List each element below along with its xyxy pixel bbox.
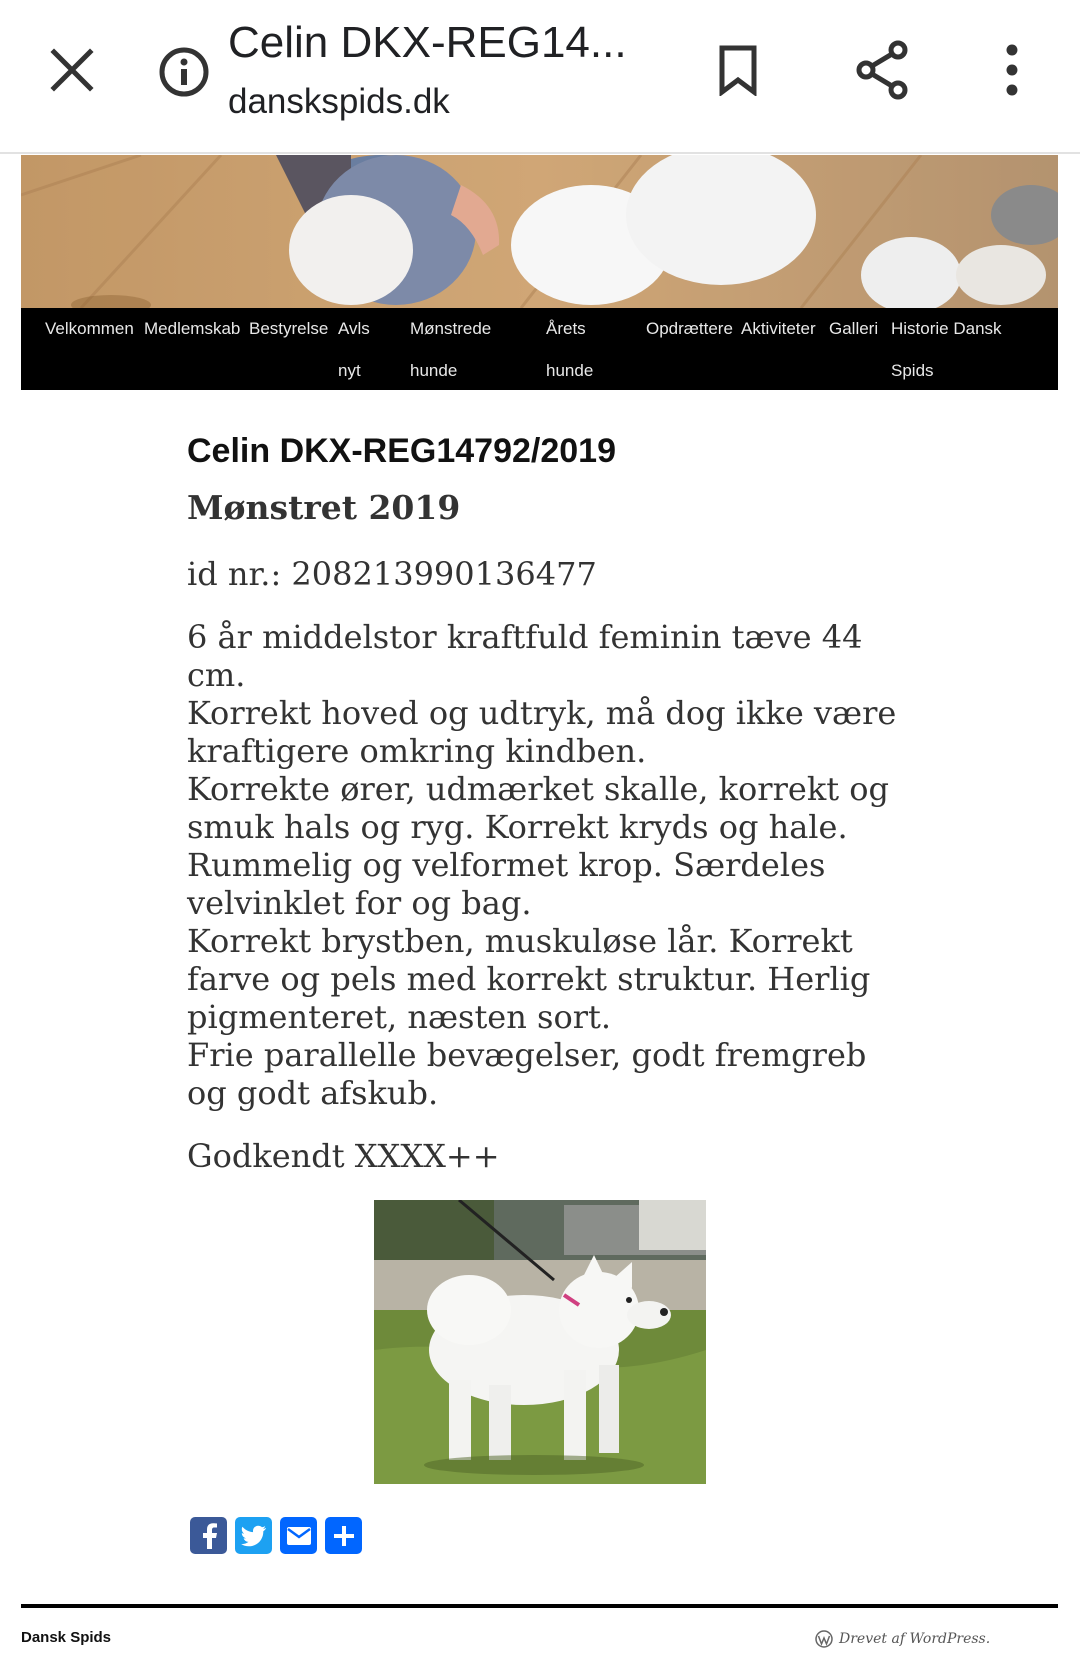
close-icon[interactable] — [38, 36, 106, 104]
twitter-icon[interactable] — [235, 1517, 272, 1554]
nav-item-galleri[interactable]: Galleri — [829, 319, 879, 338]
entry-subheading: Mønstret 2019 — [187, 488, 461, 527]
page-url: danskspids.dk — [228, 82, 450, 121]
share-icon[interactable] — [848, 36, 916, 104]
nav-item-historie-dansk-spids[interactable]: Historie Dansk Spids — [891, 319, 1002, 380]
description-line: pigmenteret, næsten sort. — [187, 998, 612, 1036]
dog-photo[interactable] — [374, 1200, 706, 1484]
dog-description — [187, 618, 907, 1112]
email-icon[interactable] — [280, 1517, 317, 1554]
nav-item-arets-hunde[interactable]: Årets hunde — [546, 319, 594, 380]
description-line: farve og pels med korrekt struktur. Herlig — [187, 960, 871, 998]
more-vert-icon[interactable] — [978, 36, 1046, 104]
share-buttons — [190, 1517, 362, 1555]
facebook-icon[interactable] — [190, 1517, 227, 1554]
nav-item-aktiviteter[interactable]: Aktiviteter — [741, 319, 816, 338]
description-line: Frie parallelle bevægelser, godt fremgreb — [187, 1036, 867, 1074]
description-line: smuk hals og ryg. Korrekt kryds og hale. — [187, 808, 848, 846]
wordpress-icon — [815, 1630, 833, 1648]
header-image — [21, 155, 1058, 308]
nav-item-avls-nyt[interactable]: Avls nyt — [338, 319, 370, 380]
nav-item-opdraettere[interactable]: Opdrættere — [646, 319, 733, 338]
info-icon[interactable] — [150, 38, 218, 106]
description-line: Rummelig og velformet krop. Særdeles — [187, 846, 826, 884]
nav-item-bestyrelse[interactable]: Bestyrelse — [249, 319, 329, 338]
bookmark-icon[interactable] — [704, 36, 772, 104]
add-share-icon[interactable] — [325, 1517, 362, 1554]
page-title: Celin DKX-REG14... — [228, 18, 627, 67]
main-navigation — [21, 308, 1058, 390]
description-line: cm. — [187, 656, 246, 694]
nav-item-monstrede-hunde[interactable]: Mønstrede hunde — [410, 319, 492, 380]
description-line: Korrekt hoved og udtryk, må dog ikke være — [187, 694, 897, 732]
verdict: Godkendt XXXX++ — [187, 1137, 500, 1175]
footer-divider — [21, 1604, 1058, 1608]
description-line: velvinklet for og bag. — [187, 884, 532, 922]
browser-toolbar — [0, 0, 1080, 154]
description-line: Korrekte ører, udmærket skalle, korrekt og — [187, 770, 889, 808]
description-line: Korrekt brystben, muskuløse lår. Korrekt — [187, 922, 853, 960]
entry-title: Celin DKX-REG14792/2019 — [187, 432, 616, 470]
description-line: kraftigere omkring kindben. — [187, 732, 647, 770]
powered-by-link[interactable] — [815, 1630, 990, 1648]
powered-by-text: Drevet af WordPress. — [839, 1631, 991, 1647]
nav-item-velkommen[interactable]: Velkommen — [45, 319, 134, 338]
description-line: og godt afskub. — [187, 1074, 439, 1112]
site-name-link[interactable]: Dansk Spids — [21, 1629, 112, 1646]
description-line: 6 år middelstor kraftfuld feminin tæve 44 — [187, 618, 863, 656]
id-number: id nr.: 208213990136477 — [187, 555, 597, 593]
nav-item-medlemskab[interactable]: Medlemskab — [144, 319, 241, 338]
